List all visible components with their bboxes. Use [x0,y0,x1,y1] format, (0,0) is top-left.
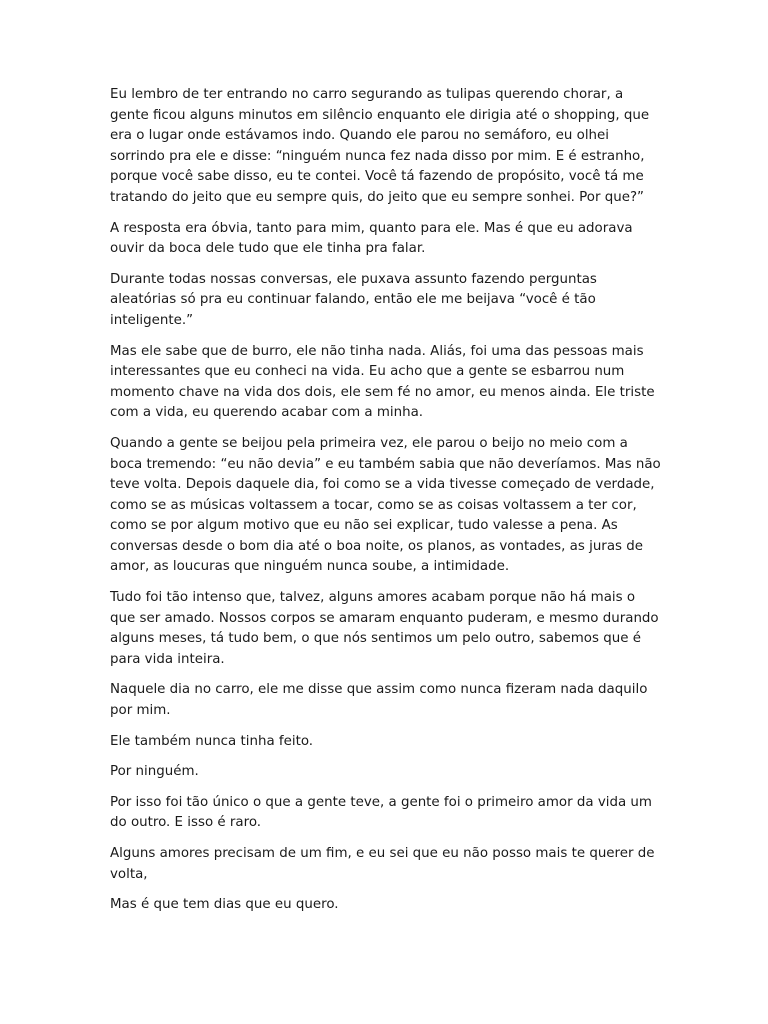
paragraph: Por ninguém. [110,764,199,780]
paragraph: Por isso foi tão único o que a gente teve, a gente foi o primeiro amor da vida um do outro. E isso é raro. [110,794,652,831]
paragraph: Mas é que tem dias que eu quero. [110,897,339,913]
paragraph: Durante todas nossas conversas, ele puxava assunto fazendo perguntas aleatórias só pra eu continuar falando, então ele me beijava “você é tão inteligente.” [110,271,597,328]
paragraph: Naquele dia no carro, ele me disse que assim como nunca fizeram nada daquilo por mim. [110,682,648,719]
paragraph: Alguns amores precisam de um fim, e eu sei que eu não posso mais te querer de volta, [110,846,655,882]
paragraph: A resposta era óbvia, tanto para mim, quanto para ele. Mas é que eu adorava ouvir da boca dele tudo que ele tinha pra falar. [110,220,633,257]
document-body [110,85,662,926]
paragraph: Mas ele sabe que de burro, ele não tinha nada. Aliás, foi uma das pessoas mais interessantes que eu conheci na vida. Eu acho que a gente se esbarrou num momento chave na vida dos dois, ele sem fé no amor, eu menos ainda. Ele triste com a vida, eu querendo acabar com a minha. [110,343,655,421]
paragraph: Quando a gente se beijou pela primeira vez, ele parou o beijo no meio com a boca tremendo: “eu não devia” e eu também sabia que não deveríamos. Mas não teve volta. Depois daquele dia, foi como se a vida tivesse começado de verdade, como se as músicas voltassem a tocar, como se as coisas voltassem a ter cor, como se por algum motivo que eu não sei explicar, tudo valesse a pena. As conversas desde o bom dia até o boa noite, os planos, as vontades, as juras de amor, as loucuras que ninguém nunca soube, a intimidade. [110,435,661,575]
paragraph: Tudo foi tão intenso que, talvez, alguns amores acabam porque não há mais o que ser amado. Nossos corpos se amaram enquanto puderam, e mesmo durando alguns meses, tá tudo bem, o que nós sentimos um pelo outro, sabemos que é para vida inteira. [110,590,659,667]
paragraph: Ele também nunca tinha feito. [110,733,314,749]
paragraph: Eu lembro de ter entrando no carro segurando as tulipas querendo chorar, a gente ficou alguns minutos em silêncio enquanto ele dirigia até o shopping, que era o lugar onde estávamos indo. Quando ele parou no semáforo, eu olhei sorrindo pra ele e disse: “ninguém nunca fez nada disso por mim. E é estranho, porque você sabe disso, eu te contei. Você tá fazendo de propósito, você tá me tratando do jeito que eu sempre quis, do jeito que eu sempre sonhei. Por que?” [110,87,650,205]
